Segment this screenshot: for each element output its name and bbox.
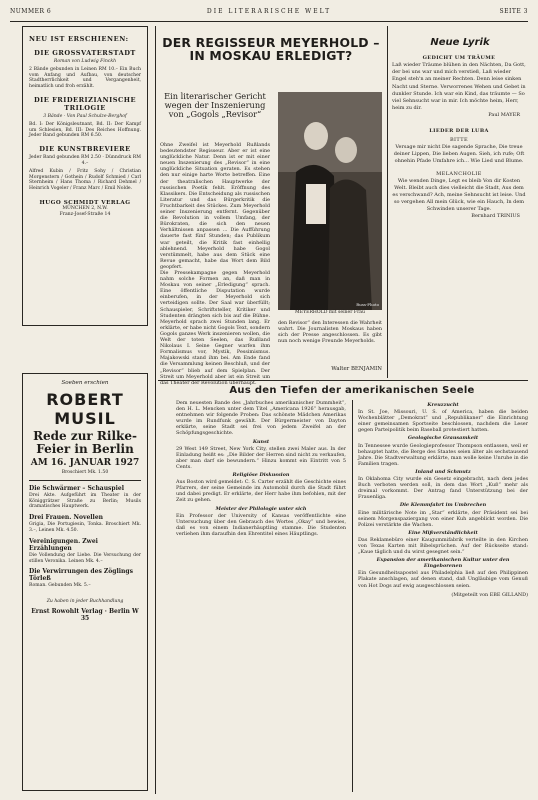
america-text: Ein Professor der University of Kansas veröffentlichte eine Untersuchung über den Gebrauch des Wortes „Okay“ und bewies, daß es von einem Indianerhäuptling stamme. Die Studenten verliehen ihm daraufhin den Ehrentitel eines Häuptlings. — [176, 512, 346, 537]
article-column-1: Ohne Zweifel ist Meyerhold Rußlands bedeutendster Regisseur. Aber er ist eine unglückliche Natur. Denn ist er mit einer neuen Inszenierung des „Revisor“ in eine unglückliche Situation geraten. Es stehen den nur einige harte Worte betreffen. Eine der theatralischen Hauptwerke der russischen Poetik fehlt. Eröffnung des Klassikers. Die Entscheidung als russischen Literatur und das Bürgerkritik die Fruchtbarkeit des Stückes. Zum Meyerhold seiner Inszenierung entfernt. Gegenüber die Revolution in vollem Umfang, der Bürokraten, die sich den neuen Verhältnissen anpassen ... Die Aufführung dauerte fast fünf Stunden; das Publikum war geteilt, die Kritik fast einhellig ablehnend. Meyerhold habe Gogol verstümmelt, habe aus dem Stück eine Revue gemacht, habe das Wort dem Bild geopfert. — [160, 142, 270, 270]
publisher-city: MÜNCHEN 2, N.W. — [62, 205, 108, 211]
article-lead: Ein literarischer Gericht wegen der Inszenierung von „Gogols „Revisor“ — [164, 91, 266, 120]
america-text: Ein Gesundheitsapostel aus Philadelphia ließ auf den Philippinen Plakate anschlagen, auf denen stand, daß Ungläubige vom Genuß von Hot Dogs auf ewig ausgeschlossen seien. — [358, 570, 528, 589]
book-title: Vereinigungen. Zwei Erzählungen — [29, 537, 98, 552]
america-subhead: Die Klemmfahrt im Umbrechen — [399, 502, 487, 509]
poem-subtitle: BITTE — [449, 137, 469, 144]
header-rule — [10, 21, 528, 22]
ad-divider — [29, 480, 141, 481]
america-text: 29 West 149 Street, New York City, stellen zwei Maler aus. In der Einladung heißt es: „Die Bilder der Herren sind nicht zu verkaufen, aber man darf sie bewundern.“ Hinzu kommt ein Eintritt von 5 Cents. — [176, 445, 346, 470]
book-description: Roman. Gebunden Mk. 5.– — [29, 583, 91, 589]
article-column-2: Die Pressekampagne gegen Meyerhold nahm solche Formen an, daß man in Moskau von seiner „Erledigung“ sprach. Eine öffentliche Disputation wurde einberufen, in der Meyerhold sich verteidigen sollte. Der Saal war überfüllt; Schauspieler, Schriftsteller, Kritiker und Studenten drängten sich bis auf die Bühne. Meyerhold sprach zwei Stunden lang. Er erklärte, er habe nicht Gogols Text, sondern Gogols ganzes Werk inszenieren wollen, die Welt der toten Seelen, das Rußland Nikolaus I. Seine Gegner warfen ihm Formalismus vor, Mystik, Pessimismus. Majakowski stand ihm bei. Am Ende fand die Versammlung keinen Beschluß, und der „Revisor“ blieb auf dem Spielplan. Der Streit um Meyerhold aber ist ein Streit um das Theater der Revolution überhaupt. — [160, 270, 270, 386]
speech-title: Rede zur Rilke-Feier in Berlin — [33, 429, 137, 456]
section-title-america: Aus den Tiefen der amerikanischen Seele — [229, 385, 475, 396]
poem-subtitle: MELANCHOLIE — [436, 171, 482, 178]
america-column-1 — [176, 400, 346, 537]
author-name: ROBERT MUSIL — [46, 390, 124, 428]
book-title: Die Verwirrungen des Zöglings Törleß — [29, 568, 133, 583]
book-description: Grigia, Die Portugiesin, Tonka. Broschiert Mk. 3.–, Leinen Mk. 4.50. — [29, 522, 141, 533]
price: Broschiert Mk. 1.50 — [61, 470, 109, 475]
book-description: 2 Bände gebunden in Leinen RM 10.– Ein Buch vom Anfang und Aufbau, von deutscher Stadtherrlichkeit und Vergangenheit, heimatlich und froh erzählt. — [29, 66, 141, 90]
poems-section — [392, 52, 526, 221]
section-title-lyrik: Neue Lyrik — [430, 37, 490, 48]
book-subtitle: Jeder Band gebunden RM 2.50 · Dünndruck RM 4.– — [29, 155, 141, 166]
photo-credit: Russ-Photo — [356, 302, 379, 308]
america-text: Das Reklamebüro einer Kaugummifabrik verteilte in den Kirchen von Texas Karten mit Bibelsprüchen. Auf der Rückseite stand: „Kaue täglich und du wirst gesegnet sein.“ — [358, 536, 528, 556]
advert-rowohlt — [22, 373, 148, 791]
america-subhead: Meister der Philologie unter sich — [215, 505, 307, 512]
page-label: SEITE 3 — [499, 8, 528, 15]
page-header — [10, 8, 528, 20]
speech-date: AM 16. JANUAR 1927 — [30, 458, 140, 468]
america-subhead: Inland und Schmutz — [415, 468, 471, 475]
america-subhead: Geologische Grausamkeit — [407, 435, 479, 442]
america-column-divider — [352, 400, 353, 792]
poem-title: GEDICHT UM TRÄUME — [422, 55, 496, 61]
america-text: Dem neuesten Bande des „Jahrbuches amerikanischer Dummheit“, den H. L. Mencken unter dem Titel „Americana 1926“ herausgab, entnehmen wir folgende Proben: Das schönste Mädchen Amerikas wurde im Rundfunk gewählt. Der Bürgermeister von Dayton erklärte, seine Stadt sei frei von jedem Zweifel an der Schöpfungsgeschichte. — [176, 400, 346, 437]
america-text: In Oklahoma City wurde ein Gesetz eingebracht, nach dem jedes Buch verboten werden soll, in dem das Wort „Kuß“ mehr als dreimal vorkommt. Der Antrag fand Unterstützung bei der Frauenliga. — [358, 476, 528, 501]
book-title: DIE GROSSVATERSTADT — [34, 49, 136, 57]
article-column-3: den Revisor“ den Interessen die Wahrheit wahrt. Die Journalisten Moskaus haben sich der Presse angeschlossen. Es gibt nun noch wenige Freunde Meyerholds. — [278, 320, 382, 345]
portrait-illustration — [278, 92, 382, 310]
book-description: Drei Akte. Aufgeführt im Theater in der Königgrätzer Straße zu Berlin; Musils dramatisches Hauptwerk. — [29, 492, 141, 510]
publisher-name: HUGO SCHMIDT VERLAG — [39, 199, 131, 206]
publisher-name: Ernst Rowohlt Verlag · Berlin W 35 — [31, 607, 139, 622]
america-subhead: Religiöse Diskussion — [232, 472, 290, 479]
america-subhead: Eine Mißverständlichkeit — [408, 529, 478, 536]
america-text: Eine militärische Note im „Star“ erklärte, der Präsident sei bei seinem Morgenspaziergang von einer Kuh angeblickt worden. Die Polizei verstärkte die Wachen. — [358, 509, 528, 528]
book-title: DIE FRIDERIZIANISCHE TRILOGIE — [33, 95, 137, 112]
poem-title: LIEDER DER LUBA — [429, 128, 489, 135]
newspaper-title: DIE LITERARISCHE WELT — [206, 8, 332, 15]
column-divider-left — [155, 26, 156, 794]
meyerhold-photo — [278, 92, 382, 310]
poem-text: Laß wieder Träume blühen in den Nächten, Da Gott, der bei uns war und mich verstieß, Laß wieder Engel steh'n an meiner Rechten. Denn leise sinken Nacht und Sterne. Verworrenes Wehen und Gebet in dunkler Stunde. Ich war ein Kind, das träumte — So viel Sehnsucht war in mir. Ich möchte heim, Herr, heim zu dir. — [392, 62, 526, 112]
article-signature: Walter BENJAMIN — [331, 366, 382, 372]
america-column-2 — [358, 400, 528, 598]
poem-text: Versage mir nicht Die sagende Sprache, Die treue deiner Lippen, Die lieben Augen. Sieh, ich rufe; Oft ohnehin Pfade Umfahre ich... Wie Lied und Blume. — [393, 144, 525, 165]
america-subhead: Expansion der amerikanischen Kultur unter den Eingeborenen — [376, 557, 510, 570]
poem-author: Bernhard TRINIUS — [471, 213, 520, 220]
america-signature: (Mitgeteilt von EBE GILLAND) — [451, 591, 528, 598]
book-title: Die Schwärmer – Schauspiel — [29, 484, 125, 492]
book-description: Bd. I: Der Königsleutnant, Bd. II: Der Kampf um Schlesien, Bd. III: Des Reiches Hoffnung. Jeder Band gebunden RM 6.50. — [29, 121, 141, 139]
page-number: NUMMER 6 — [10, 8, 52, 15]
america-text: In Tennessee wurde Geologieprofessor Thompson entlassen, weil er behauptet hatte, die Berge des Staates seien älter als sechstausend Jahre. Die Stadtverwaltung erklärte, man wolle keine Unruhe in die Familien tragen. — [358, 442, 528, 467]
america-subhead: Kreuzzucht — [427, 402, 459, 408]
availability-note: Zu haben in jeder Buchhandlung — [46, 599, 124, 605]
book-subtitle: Roman von Ludwig Finckh — [53, 59, 117, 64]
book-description: Alfred Kubin / Fritz Sohy / Christian Morgenstern / Gothein / Rudolf Schmied / Carl Sternheim / Hans Thoma / Richard Dehmel / Heinrich Vogeler / Franz Marc / Emil Nolde. — [29, 168, 141, 192]
advert-hugo-schmidt — [22, 26, 148, 326]
advert-intro: NEU IST ERSCHIENEN: — [29, 35, 129, 43]
book-description: Die Vollendung der Liebe. Die Versuchung der stillen Veronika. Leinen Mk. 4.– — [29, 552, 141, 564]
photo-caption: MEYERHOLD mit seiner Frau — [295, 310, 365, 315]
poem-text: Wie wenden Dinge, Legt es bleib Von dir Kosten Welt. Bleibt auch dies vielleicht die Stadt, Aus dem es verschwand? Ach, meine Sehnsucht ist leise. Und so vergehen All mein Glück, wie ein Hauch, In dem Schwinden unserer Tage. — [392, 178, 526, 213]
advert-intro: Soeben erschien — [61, 380, 109, 386]
article-headline: DER REGISSEUR MEYERHOLD – IN MOSKAU ERLEDIGT? — [162, 35, 380, 64]
publisher-address: Franz-Josef-Straße 14 — [59, 211, 111, 217]
book-title: Drei Frauen. Novellen — [29, 514, 104, 522]
america-text: In St. Joe, Missouri, U. S. of America, haben die beiden Wochenblätter „Demokrat“ und „Republikaner“ die Einrichtung einer gemeinsamen Sportseite beschlossen, nachdem die Leser gegen Parteipolitik beim Baseball protestiert hatten. — [358, 409, 528, 434]
poem-author: Paul MAYER — [488, 112, 520, 119]
book-subtitle: 3 Bände · Von Paul Schulze-Berghof — [43, 113, 127, 119]
america-text: Aus Boston wird gemeldet: C. S. Carter erzählt die Geschichte eines Pfarrers, der seine Gemeinde im Automobil durch die Stadt führt und dabei predigt. Er erklärte, der Herr habe ihm befohlen, mit der Zeit zu gehen. — [176, 479, 346, 504]
book-title: DIE KUNSTBREVIERE — [39, 145, 131, 154]
america-subhead: Kunst — [252, 438, 270, 445]
column-divider-right — [387, 26, 388, 378]
